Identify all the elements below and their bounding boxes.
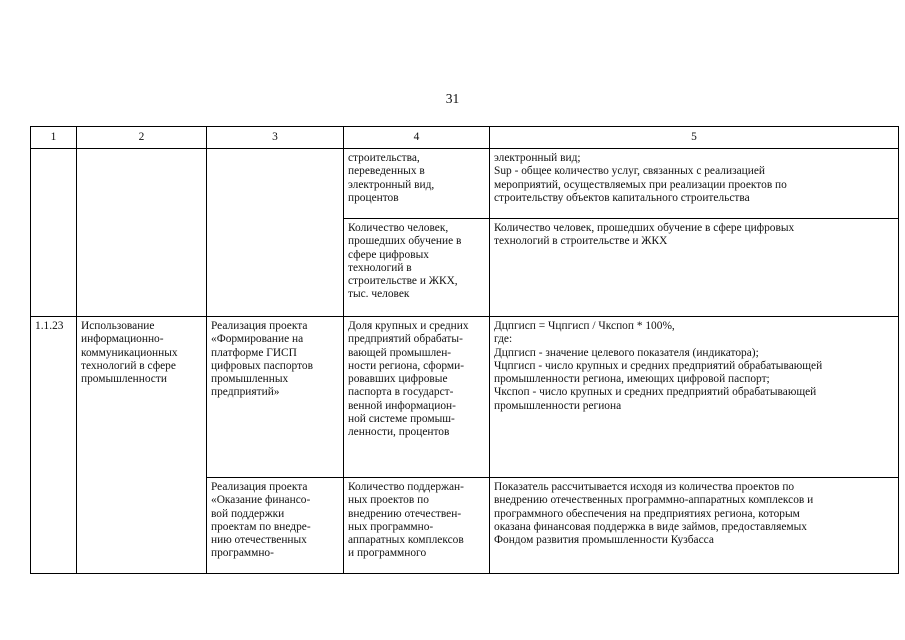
cell-line: где: [494, 333, 513, 346]
cell-line: Дцпгисп = Чцпгисп / Чкспоп * 100%, [494, 320, 675, 332]
cell-line: Количество человек, [348, 222, 449, 234]
cell-line: предприятий» [211, 386, 280, 399]
row-number-cell [31, 149, 77, 317]
cell-line: мероприятий, осуществляемых при реализации проектов по [494, 178, 787, 191]
method-cell [490, 478, 899, 574]
method-cell [490, 149, 899, 219]
cell-line: Чкспоп - число крупных и средних предприятий обрабатывающей [494, 386, 817, 399]
cell-line: цифровых паспортов [211, 359, 313, 372]
cell-line: Чцпгисп - число крупных и средних предприятий обрабатывающей [494, 359, 823, 372]
cell-line: ных проектов по [348, 494, 429, 507]
cell-line: платформе ГИСП [211, 346, 297, 359]
cell-line: промышленности [81, 373, 167, 386]
cell-line: ленности, процентов [348, 426, 450, 439]
cell-line: переведенных в [348, 165, 425, 178]
cell-line: вающей промышлен- [348, 346, 452, 359]
cell-line: Количество человек, прошедших обучение в сфере цифровых [494, 222, 795, 234]
table-row [31, 149, 899, 219]
column-header: 3 [207, 127, 344, 149]
cell-line: тыс. человек [348, 288, 410, 301]
method-cell [490, 317, 899, 478]
cell-line: коммуникационных [81, 346, 178, 359]
cell-line: Использование [81, 320, 155, 332]
cell-line: венной информацион- [348, 399, 456, 412]
cell-line: Доля крупных и средних [348, 320, 469, 332]
cell-line: вой поддержки [211, 507, 285, 520]
cell-line: «Оказание финансо- [211, 494, 311, 507]
cell-line: внедрению отечествен- [348, 507, 462, 520]
cell-line: Реализация проекта [211, 320, 308, 332]
table-row [31, 317, 899, 478]
cell-line: промышленных [211, 373, 289, 386]
cell-line: ных программно- [348, 520, 434, 533]
indicator-cell [344, 149, 490, 219]
cell-line: внедрению отечественных программно-аппаратных комплексов и [494, 494, 814, 507]
cell-line: технологий в [348, 261, 412, 274]
cell-line: технологий в сфере [81, 359, 176, 372]
table-header-row [31, 127, 899, 149]
cell-line: строительству объектов капитального строительства [494, 191, 750, 204]
cell-line: «Формирование на [211, 333, 304, 346]
cell-line: нию отечественных [211, 534, 307, 547]
cell-line: Показатель рассчитывается исходя из количества проектов по [494, 481, 795, 493]
cell-line: Sup - общее количество услуг, связанных с реализацией [494, 165, 765, 178]
cell-line: Количество поддержан- [348, 481, 464, 493]
cell-line: сфере цифровых [348, 248, 429, 261]
indicator-cell [344, 219, 490, 317]
project-cell [207, 149, 344, 317]
cell-line: ровавших цифровые [348, 373, 448, 386]
cell-line: ной системе промыш- [348, 413, 455, 426]
page-number: 31 [445, 91, 460, 106]
cell-line: электронный вид; [494, 152, 581, 164]
cell-line: и программного [348, 547, 427, 560]
cell-line: строительстве и ЖКХ, [348, 275, 458, 288]
cell-line: 1.1.23 [35, 320, 64, 332]
cell-line: промышленности региона [494, 399, 622, 412]
cell-line: процентов [348, 191, 399, 204]
cell-line: ности региона, сформи- [348, 359, 465, 372]
cell-line: программного обеспечения на предприятиях региона, которым [494, 507, 800, 520]
cell-line: Фондом развития промышленности Кузбасса [494, 534, 714, 547]
project-cell [207, 478, 344, 574]
cell-line: прошедших обучение в [348, 235, 462, 248]
row-number-cell [31, 317, 77, 574]
column-header: 1 [31, 127, 77, 149]
indicator-cell [344, 317, 490, 478]
cell-line: аппаратных комплексов [348, 534, 464, 547]
cell-line: промышленности региона, имеющих цифровой паспорт; [494, 373, 770, 386]
cell-line: программно- [211, 547, 274, 560]
cell-line: информационно- [81, 333, 164, 346]
activity-cell [77, 317, 207, 574]
method-cell [490, 219, 899, 317]
column-header: 2 [77, 127, 207, 149]
cell-line: проектам по внедре- [211, 520, 311, 533]
indicator-cell [344, 478, 490, 574]
cell-line: паспорта в государст- [348, 386, 454, 399]
activity-cell [77, 149, 207, 317]
cell-line: оказана финансовая поддержка в виде займов, предоставляемых [494, 520, 807, 533]
cell-line: Реализация проекта [211, 481, 308, 493]
column-header: 4 [344, 127, 490, 149]
cell-line: строительства, [348, 152, 420, 164]
cell-line: Дцпгисп - значение целевого показателя (индикатора); [494, 346, 759, 359]
cell-line: предприятий обрабаты- [348, 333, 463, 346]
project-cell [207, 317, 344, 478]
column-header: 5 [490, 127, 899, 149]
cell-line: технологий в строительстве и ЖКХ [494, 235, 668, 248]
indicator-table [30, 126, 899, 574]
cell-line: электронный вид, [348, 178, 435, 191]
